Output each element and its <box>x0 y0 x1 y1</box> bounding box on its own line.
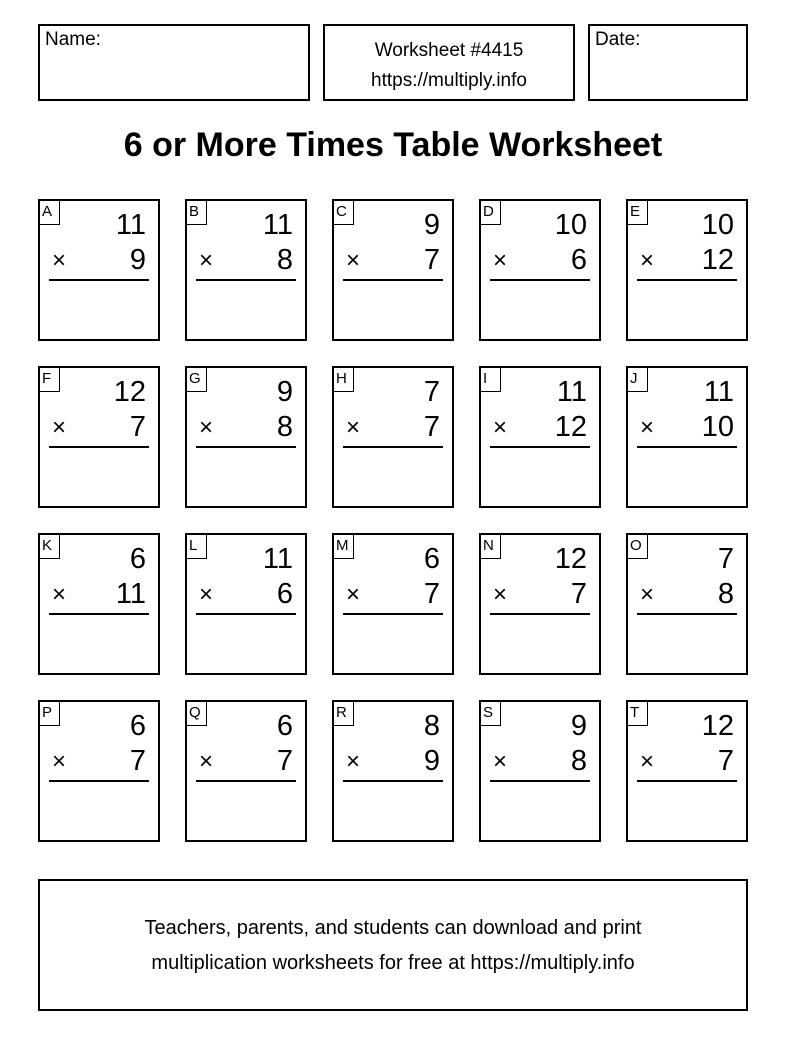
problem-letter: I <box>481 368 501 392</box>
problem-multiplicand: 8 <box>423 710 440 742</box>
problem-card <box>332 533 454 675</box>
problem-letter: L <box>187 535 207 559</box>
answer-line <box>637 279 737 281</box>
problem-multiplicand: 9 <box>570 710 587 742</box>
problem-letter: E <box>628 201 648 225</box>
problem-card <box>479 199 601 341</box>
date-label: Date: <box>595 29 641 50</box>
problem-letter: G <box>187 368 207 392</box>
problem-card <box>185 533 307 675</box>
problem-card <box>185 366 307 508</box>
name-box <box>38 24 310 101</box>
problem-letter: C <box>334 201 354 225</box>
problem-multiplier: 7 <box>423 411 440 443</box>
times-sign: × <box>346 414 361 441</box>
times-sign: × <box>640 748 655 775</box>
times-sign: × <box>640 414 655 441</box>
problem-multiplicand: 6 <box>276 710 293 742</box>
problem-card <box>332 199 454 341</box>
problem-letter: S <box>481 702 501 726</box>
problem-letter: O <box>628 535 648 559</box>
problem-multiplier: 12 <box>701 244 734 276</box>
problem-card <box>479 533 601 675</box>
answer-line <box>343 446 443 448</box>
problem-letter: Q <box>187 702 207 726</box>
problem-multiplier: 12 <box>554 411 587 443</box>
problem-multiplier: 10 <box>701 411 734 443</box>
answer-line <box>49 613 149 615</box>
worksheet-id: Worksheet #4415 <box>374 40 524 61</box>
problem-multiplicand: 10 <box>554 209 587 241</box>
times-sign: × <box>199 414 214 441</box>
problem-multiplier: 8 <box>276 411 293 443</box>
problem-multiplier: 7 <box>717 745 734 777</box>
problem-multiplier: 9 <box>129 244 146 276</box>
problem-card <box>38 533 160 675</box>
answer-line <box>490 446 590 448</box>
times-sign: × <box>640 581 655 608</box>
times-sign: × <box>52 581 67 608</box>
answer-line <box>196 780 296 782</box>
times-sign: × <box>52 748 67 775</box>
problem-multiplicand: 7 <box>423 376 440 408</box>
problem-letter: P <box>40 702 60 726</box>
times-sign: × <box>346 247 361 274</box>
problem-multiplicand: 11 <box>556 376 587 408</box>
answer-line <box>343 780 443 782</box>
date-box <box>588 24 748 101</box>
problem-letter: F <box>40 368 60 392</box>
problem-letter: N <box>481 535 501 559</box>
problem-multiplier: 6 <box>276 578 293 610</box>
answer-line <box>343 613 443 615</box>
problem-multiplier: 7 <box>276 745 293 777</box>
answer-line <box>637 613 737 615</box>
problem-multiplier: 7 <box>423 578 440 610</box>
problem-multiplier: 11 <box>115 578 146 610</box>
problem-card <box>626 533 748 675</box>
footer-line-2: multiplication worksheets for free at https://multiply.info <box>151 952 635 974</box>
problem-multiplicand: 9 <box>423 209 440 241</box>
problem-multiplier: 9 <box>423 745 440 777</box>
times-sign: × <box>52 247 67 274</box>
name-label: Name: <box>45 29 101 50</box>
footer-box <box>38 879 748 1011</box>
problem-letter: H <box>334 368 354 392</box>
problem-card <box>332 366 454 508</box>
problem-multiplicand: 12 <box>701 710 734 742</box>
problem-letter: R <box>334 702 354 726</box>
problem-multiplicand: 11 <box>115 209 146 241</box>
footer-line-1: Teachers, parents, and students can download and print <box>144 917 642 939</box>
problem-card <box>626 700 748 842</box>
problem-letter: M <box>334 535 354 559</box>
problem-multiplier: 7 <box>129 411 146 443</box>
times-sign: × <box>199 581 214 608</box>
problem-multiplicand: 6 <box>423 543 440 575</box>
problem-letter: J <box>628 368 648 392</box>
answer-line <box>49 780 149 782</box>
answer-line <box>637 780 737 782</box>
times-sign: × <box>493 581 508 608</box>
problem-multiplicand: 12 <box>113 376 146 408</box>
problem-multiplicand: 12 <box>554 543 587 575</box>
times-sign: × <box>493 748 508 775</box>
problem-multiplier: 7 <box>570 578 587 610</box>
answer-line <box>196 446 296 448</box>
problem-letter: K <box>40 535 60 559</box>
worksheet-id-box <box>323 24 575 101</box>
problem-multiplier: 7 <box>423 244 440 276</box>
problem-multiplicand: 11 <box>262 209 293 241</box>
answer-line <box>49 279 149 281</box>
problem-multiplier: 6 <box>570 244 587 276</box>
problem-letter: T <box>628 702 648 726</box>
problem-card <box>38 366 160 508</box>
problem-card <box>38 700 160 842</box>
problem-multiplicand: 11 <box>703 376 734 408</box>
times-sign: × <box>346 748 361 775</box>
problem-multiplier: 8 <box>276 244 293 276</box>
answer-line <box>196 279 296 281</box>
answer-line <box>490 613 590 615</box>
times-sign: × <box>493 247 508 274</box>
problem-multiplicand: 7 <box>717 543 734 575</box>
problem-card <box>185 700 307 842</box>
problem-card <box>479 366 601 508</box>
times-sign: × <box>346 581 361 608</box>
times-sign: × <box>493 414 508 441</box>
problem-letter: B <box>187 201 207 225</box>
times-sign: × <box>640 247 655 274</box>
answer-line <box>490 780 590 782</box>
problem-card <box>626 199 748 341</box>
answer-line <box>490 279 590 281</box>
page-title: 6 or More Times Table Worksheet <box>123 126 663 164</box>
problem-multiplicand: 11 <box>262 543 293 575</box>
answer-line <box>49 446 149 448</box>
problem-multiplicand: 9 <box>276 376 293 408</box>
problem-letter: D <box>481 201 501 225</box>
problem-grid <box>38 199 748 843</box>
problem-card <box>185 199 307 341</box>
answer-line <box>343 279 443 281</box>
problem-card <box>332 700 454 842</box>
problem-multiplicand: 6 <box>129 543 146 575</box>
problem-multiplier: 7 <box>129 745 146 777</box>
worksheet-url: https://multiply.info <box>371 70 527 91</box>
times-sign: × <box>199 247 214 274</box>
problem-card <box>38 199 160 341</box>
answer-line <box>196 613 296 615</box>
problem-card <box>626 366 748 508</box>
times-sign: × <box>199 748 214 775</box>
problem-letter: A <box>40 201 60 225</box>
answer-line <box>637 446 737 448</box>
times-sign: × <box>52 414 67 441</box>
problem-multiplicand: 6 <box>129 710 146 742</box>
problem-multiplier: 8 <box>717 578 734 610</box>
problem-card <box>479 700 601 842</box>
problem-multiplicand: 10 <box>701 209 734 241</box>
problem-multiplier: 8 <box>570 745 587 777</box>
